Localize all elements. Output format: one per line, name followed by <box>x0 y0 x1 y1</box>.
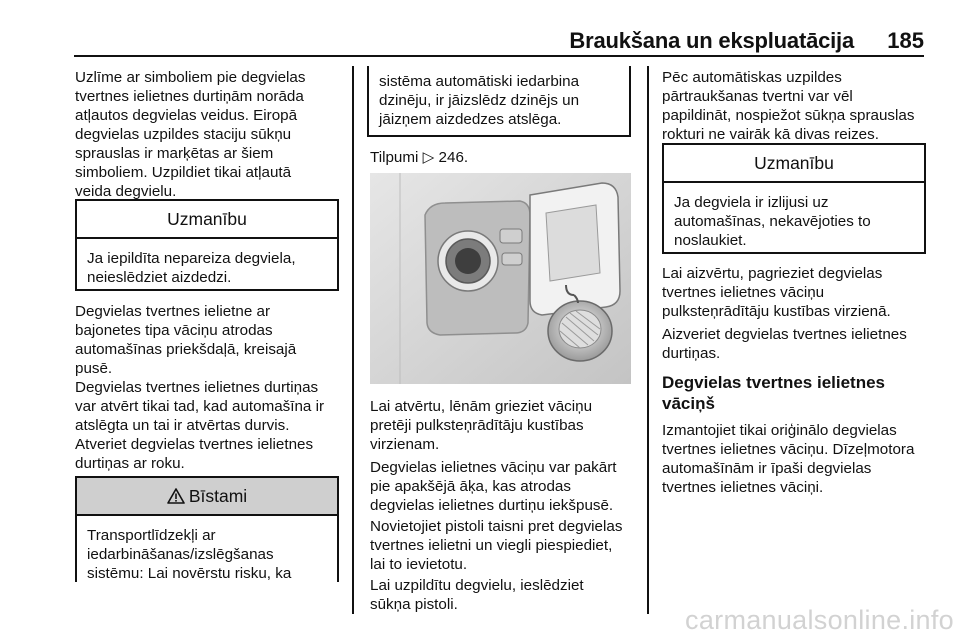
caution-box-2 <box>662 143 926 254</box>
close-cap-paragraph: Lai aizvērtu, pagrieziet degvielas tvertnes ielietnes vāciņu pulksteņrādītāju kustības virzienā. <box>662 265 891 320</box>
start-refuel-paragraph: Lai uzpildītu degvielu, ieslēdziet sūkņa pistoli. <box>370 577 584 613</box>
page-number: 185 <box>887 28 924 53</box>
watermark: carmanualsonline.info <box>685 605 954 635</box>
top-up-paragraph: Pēc automātiskas uzpildes pārtraukšanas tvertni var vēl papildināt, nospiežot sūkņa sprauslas rokturi ne vairāk kā divas reizes. <box>662 69 915 143</box>
fuel-filler-illustration <box>370 173 631 384</box>
column-divider-2 <box>647 66 649 614</box>
bayonet-cap-paragraph: Degvielas tvertnes ielietne ar bajonetes tipa vāciņu atrodas automašīnas priekšdaļā, kreisajā pusē. <box>75 303 297 377</box>
section-heading-fuel-cap: Degvielas tvertnes ielietnes vāciņš <box>662 373 886 413</box>
hang-cap-paragraph: Degvielas ielietnes vāciņu var pakārt pie apakšējā āķa, kas atrodas degvielas ielietnes durtiņu iekšpusē. <box>370 459 617 514</box>
danger-box-title: Bīstami <box>77 478 337 516</box>
danger-box <box>75 476 339 582</box>
intro-paragraph: Uzlīme ar simboliem pie degvielas tvertnes ielietnes durtiņām norāda atļautos degvielas veidus. Eiropā degvielas uzpildes staciju sūkņu sprauslas ir marķētas ar šiem simboliem. Uzpildiet tikai atļautā veida degvielu. <box>75 69 306 200</box>
caution-box-2-title: Uzmanību <box>664 145 924 183</box>
caution-box-2-text: Ja degviela ir izlijusi uz automašīnas, nekavējoties to noslaukiet. <box>674 194 871 249</box>
capacities-link[interactable]: Tilpumi <box>370 149 419 166</box>
warning-triangle-icon <box>167 488 185 504</box>
open-cap-paragraph: Lai atvērtu, lēnām grieziet vāciņu pretēji pulksteņrādītāju kustības virzienam. <box>370 398 593 453</box>
page-reference-arrow-icon: ▷ <box>422 149 435 166</box>
nozzle-insert-paragraph: Novietojiet pistoli taisni pret degvielas tvertnes ielietni un viegli piespiediet, lai to ievietotu. <box>370 518 623 573</box>
danger-box-continued <box>367 66 631 137</box>
capacities-reference: Tilpumi ▷ 246. <box>370 149 469 166</box>
page-header <box>0 0 960 56</box>
original-cap-paragraph: Izmantojiet tikai oriģinālo degvielas tvertnes ielietnes vāciņu. Dīzeļmotora automašīnām ir īpaši degvielas tvertnes ielietnes vāciņi. <box>662 422 915 496</box>
danger-box-text: Transportlīdzekļi ar iedarbināšanas/izslēgšanas sistēmu: Lai novērstu risku, ka <box>87 527 292 582</box>
column-divider-1 <box>352 66 354 614</box>
danger-box-continued-text: sistēma automātiski iedarbina dzinēju, ir jāizslēdz dzinējs un jāizņem aizdedzes atslēga. <box>379 73 580 128</box>
fuel-filler-flap-drawing <box>370 173 631 384</box>
close-flap-paragraph: Aizveriet degvielas tvertnes ielietnes durtiņas. <box>662 326 907 362</box>
header-rule <box>74 55 924 57</box>
caution-box-1 <box>75 199 339 291</box>
header-title: Braukšana un ekspluatācija <box>569 28 854 53</box>
caution-box-title: Uzmanību <box>77 201 337 239</box>
caution-box-text: Ja iepildīta nepareiza degviela, neieslēdziet aizdedzi. <box>87 250 296 286</box>
flap-open-paragraph: Degvielas tvertnes ielietnes durtiņas var atvērt tikai tad, kad automašīna ir atslēgta un tai ir atvērtas durvis. Atveriet degvielas tvertnes ielietnes durtiņas ar roku. <box>75 379 325 472</box>
